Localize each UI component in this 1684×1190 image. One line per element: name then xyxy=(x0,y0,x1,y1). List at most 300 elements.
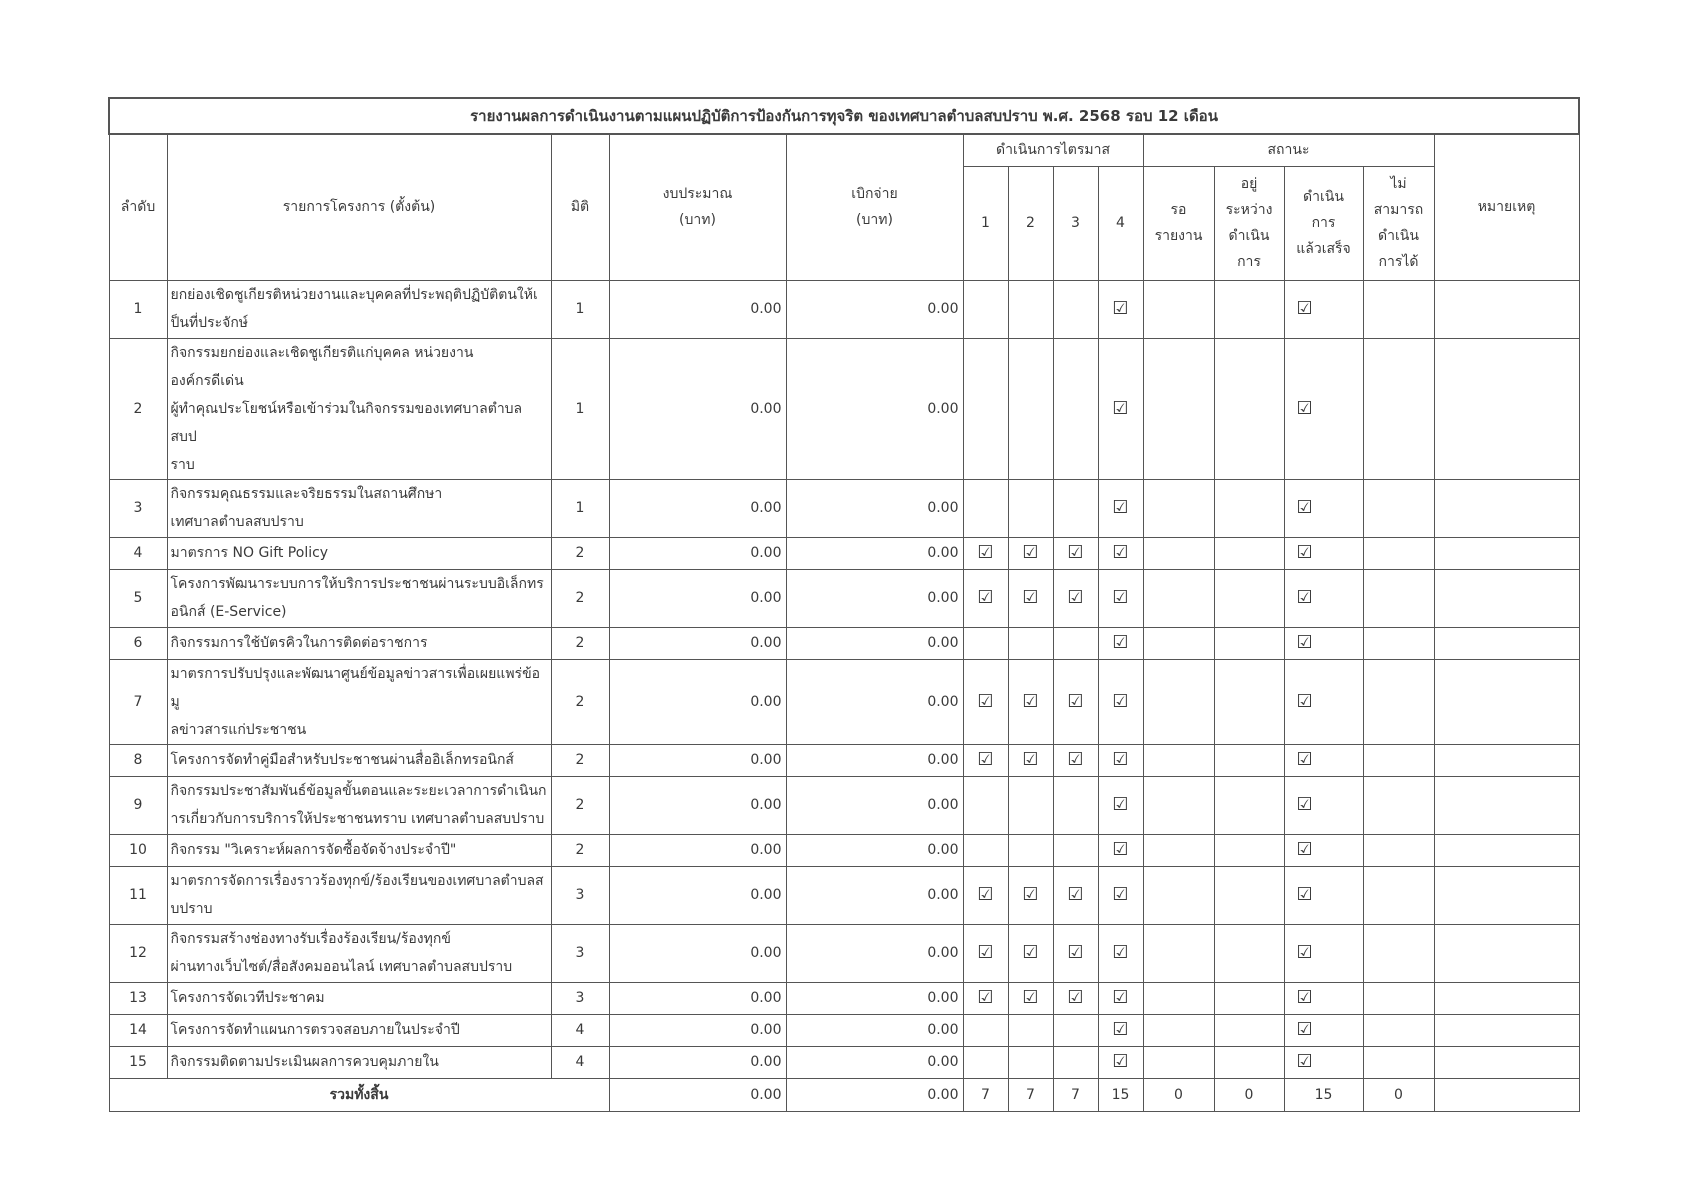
row-budget: 0.00 xyxy=(609,866,786,924)
row-spent: 0.00 xyxy=(786,537,963,569)
row-quarter-4 xyxy=(1098,338,1143,479)
row-project-name xyxy=(167,659,551,744)
row-project-name xyxy=(167,982,551,1014)
row-quarter-4 xyxy=(1098,569,1143,627)
row-project-name xyxy=(167,776,551,834)
total-quarter-1: 7 xyxy=(963,1078,1008,1111)
checked-box-icon: ☑ xyxy=(1067,884,1084,905)
row-quarter-2 xyxy=(1008,537,1053,569)
row-order: 13 xyxy=(109,982,167,1014)
header-status-group: สถานะ xyxy=(1143,134,1434,166)
total-remark xyxy=(1434,1078,1579,1111)
row-quarter-2 xyxy=(1008,569,1053,627)
checked-box-icon: ☑ xyxy=(977,542,994,563)
row-status-4 xyxy=(1363,744,1434,776)
row-quarter-3 xyxy=(1053,924,1098,982)
checked-box-icon: ☑ xyxy=(977,749,994,770)
row-remark xyxy=(1434,537,1579,569)
row-remark xyxy=(1434,280,1579,338)
row-spent: 0.00 xyxy=(786,744,963,776)
header-project: รายการโครงการ (ตั้งต้น) xyxy=(167,134,551,280)
row-project-line: มาตรการปรับปรุงและพัฒนาศูนย์ข้อมูลข่าวสารเพื่อเผยแพร่ข้อมู xyxy=(170,665,541,710)
checked-box-icon: ☑ xyxy=(1296,839,1313,860)
header-status-line: การ xyxy=(1311,215,1336,231)
checked-box-icon: ☑ xyxy=(977,987,994,1008)
row-status-2 xyxy=(1214,744,1284,776)
report-sheet xyxy=(108,97,1578,1112)
row-budget: 0.00 xyxy=(609,627,786,659)
row-status-4 xyxy=(1363,834,1434,866)
row-dimension: 2 xyxy=(551,834,609,866)
checked-box-icon: ☑ xyxy=(1112,690,1129,712)
checked-box-icon: ☑ xyxy=(1112,497,1129,518)
row-remark xyxy=(1434,866,1579,924)
header-spent-line1: เบิกจ่าย xyxy=(851,186,898,203)
row-dimension: 3 xyxy=(551,924,609,982)
row-status-3 xyxy=(1284,866,1363,924)
row-status-2 xyxy=(1214,982,1284,1014)
row-project-name xyxy=(167,537,551,569)
row-budget: 0.00 xyxy=(609,834,786,866)
table-row xyxy=(109,627,1579,659)
row-spent: 0.00 xyxy=(786,1046,963,1078)
row-quarter-4 xyxy=(1098,982,1143,1014)
header-dimension: มิติ xyxy=(551,134,609,280)
checked-box-icon: ☑ xyxy=(1022,987,1039,1008)
total-budget: 0.00 xyxy=(609,1078,786,1111)
checked-box-icon: ☑ xyxy=(1067,542,1084,563)
header-status-line: ดำเนิน xyxy=(1303,189,1344,205)
row-quarter-2 xyxy=(1008,866,1053,924)
header-status-4 xyxy=(1363,166,1434,280)
row-status-1 xyxy=(1143,659,1214,744)
header-quarter-group: ดำเนินการไตรมาส xyxy=(963,134,1143,166)
total-row xyxy=(109,1078,1579,1111)
total-status-2: 0 xyxy=(1214,1078,1284,1111)
row-quarter-1 xyxy=(963,1046,1008,1078)
row-quarter-4 xyxy=(1098,479,1143,537)
row-project-line: กิจกรรมประชาสัมพันธ์ข้อมูลขั้นตอนและระยะเวลาการดำเนินก xyxy=(170,783,547,799)
row-quarter-4 xyxy=(1098,866,1143,924)
row-status-1 xyxy=(1143,982,1214,1014)
header-status-line: รายงาน xyxy=(1154,228,1203,244)
row-status-1 xyxy=(1143,744,1214,776)
row-quarter-2 xyxy=(1008,834,1053,866)
row-budget: 0.00 xyxy=(609,924,786,982)
table-row xyxy=(109,338,1579,479)
row-dimension: 2 xyxy=(551,569,609,627)
table-row xyxy=(109,866,1579,924)
checked-box-icon: ☑ xyxy=(1022,884,1039,905)
row-order: 2 xyxy=(109,338,167,479)
checked-box-icon: ☑ xyxy=(1296,397,1313,419)
row-status-3 xyxy=(1284,537,1363,569)
checked-box-icon: ☑ xyxy=(1112,942,1129,963)
row-quarter-3 xyxy=(1053,659,1098,744)
row-dimension: 2 xyxy=(551,744,609,776)
row-project-name xyxy=(167,627,551,659)
header-spent-line2: (บาท) xyxy=(856,212,893,229)
row-project-line: มาตรการจัดการเรื่องราวร้องทุกข์/ร้องเรียนของเทศบาลตำบลส xyxy=(170,873,544,889)
row-quarter-2 xyxy=(1008,776,1053,834)
row-status-4 xyxy=(1363,924,1434,982)
row-status-2 xyxy=(1214,1046,1284,1078)
row-status-3 xyxy=(1284,1014,1363,1046)
row-quarter-4 xyxy=(1098,627,1143,659)
row-quarter-2 xyxy=(1008,744,1053,776)
header-status-line: สามารถ xyxy=(1373,202,1424,218)
row-dimension: 2 xyxy=(551,776,609,834)
header-order: ลำดับ xyxy=(109,134,167,280)
table-row xyxy=(109,569,1579,627)
row-budget: 0.00 xyxy=(609,982,786,1014)
row-project-line: โครงการจัดทำคู่มือสำหรับประชาชนผ่านสื่ออิเล็กทรอนิกส์ xyxy=(170,752,514,768)
row-status-4 xyxy=(1363,866,1434,924)
row-quarter-1 xyxy=(963,744,1008,776)
row-dimension: 4 xyxy=(551,1046,609,1078)
row-quarter-1 xyxy=(963,569,1008,627)
row-status-1 xyxy=(1143,338,1214,479)
row-status-3 xyxy=(1284,479,1363,537)
row-quarter-2 xyxy=(1008,924,1053,982)
row-order: 12 xyxy=(109,924,167,982)
row-quarter-4 xyxy=(1098,834,1143,866)
checked-box-icon: ☑ xyxy=(1067,587,1084,608)
checked-box-icon: ☑ xyxy=(1296,1019,1313,1040)
row-status-1 xyxy=(1143,866,1214,924)
row-spent: 0.00 xyxy=(786,659,963,744)
row-quarter-1 xyxy=(963,627,1008,659)
row-quarter-4 xyxy=(1098,1014,1143,1046)
table-row xyxy=(109,834,1579,866)
row-remark xyxy=(1434,1046,1579,1078)
row-quarter-1 xyxy=(963,834,1008,866)
checked-box-icon: ☑ xyxy=(1022,690,1039,712)
total-status-4: 0 xyxy=(1363,1078,1434,1111)
row-dimension: 1 xyxy=(551,479,609,537)
row-budget: 0.00 xyxy=(609,338,786,479)
row-quarter-3 xyxy=(1053,866,1098,924)
row-remark xyxy=(1434,659,1579,744)
row-project-line: บปราบ xyxy=(170,901,213,917)
row-quarter-2 xyxy=(1008,338,1053,479)
checked-box-icon: ☑ xyxy=(1067,690,1084,712)
checked-box-icon: ☑ xyxy=(1067,749,1084,770)
row-status-1 xyxy=(1143,1046,1214,1078)
table-row xyxy=(109,1046,1579,1078)
row-quarter-4 xyxy=(1098,659,1143,744)
header-status-2 xyxy=(1214,166,1284,280)
row-status-4 xyxy=(1363,338,1434,479)
row-order: 9 xyxy=(109,776,167,834)
row-dimension: 1 xyxy=(551,338,609,479)
table-row xyxy=(109,744,1579,776)
row-project-line: กิจกรรมคุณธรรมและจริยธรรมในสถานศึกษา xyxy=(170,486,443,502)
table-row xyxy=(109,924,1579,982)
checked-box-icon: ☑ xyxy=(1296,1051,1313,1072)
row-order: 4 xyxy=(109,537,167,569)
row-dimension: 4 xyxy=(551,1014,609,1046)
header-quarter-4: 4 xyxy=(1098,166,1143,280)
row-quarter-3 xyxy=(1053,776,1098,834)
header-quarter-3: 3 xyxy=(1053,166,1098,280)
row-status-2 xyxy=(1214,834,1284,866)
header-status-line: ดำเนิน xyxy=(1378,228,1419,244)
row-dimension: 3 xyxy=(551,866,609,924)
row-status-4 xyxy=(1363,659,1434,744)
row-status-3 xyxy=(1284,924,1363,982)
row-project-name xyxy=(167,1014,551,1046)
row-project-line: ป็นที่ประจักษ์ xyxy=(170,315,249,331)
row-quarter-3 xyxy=(1053,479,1098,537)
row-project-line: โครงการพัฒนาระบบการให้บริการประชาชนผ่านระบบอิเล็กทร xyxy=(170,576,544,592)
row-quarter-1 xyxy=(963,982,1008,1014)
row-remark xyxy=(1434,744,1579,776)
checked-box-icon: ☑ xyxy=(1296,497,1313,518)
row-budget: 0.00 xyxy=(609,1014,786,1046)
header-status-1 xyxy=(1143,166,1214,280)
row-status-4 xyxy=(1363,569,1434,627)
header-spent xyxy=(786,134,963,280)
row-project-name xyxy=(167,338,551,479)
checked-box-icon: ☑ xyxy=(1296,987,1313,1008)
row-spent: 0.00 xyxy=(786,834,963,866)
header-remark: หมายเหตุ xyxy=(1434,134,1579,280)
row-quarter-1 xyxy=(963,659,1008,744)
row-quarter-2 xyxy=(1008,659,1053,744)
row-status-3 xyxy=(1284,627,1363,659)
row-spent: 0.00 xyxy=(786,479,963,537)
total-label: รวมทั้งสิ้น xyxy=(109,1078,609,1111)
checked-box-icon: ☑ xyxy=(1112,1051,1129,1072)
row-dimension: 2 xyxy=(551,537,609,569)
table-row xyxy=(109,1014,1579,1046)
row-status-4 xyxy=(1363,280,1434,338)
row-status-3 xyxy=(1284,569,1363,627)
row-spent: 0.00 xyxy=(786,982,963,1014)
checked-box-icon: ☑ xyxy=(1296,942,1313,963)
header-status-line: รอ xyxy=(1170,202,1187,218)
row-spent: 0.00 xyxy=(786,924,963,982)
row-project-name xyxy=(167,1046,551,1078)
row-budget: 0.00 xyxy=(609,1046,786,1078)
row-status-4 xyxy=(1363,537,1434,569)
row-status-1 xyxy=(1143,776,1214,834)
row-remark xyxy=(1434,479,1579,537)
checked-box-icon: ☑ xyxy=(977,587,994,608)
checked-box-icon: ☑ xyxy=(1296,632,1313,653)
row-project-line: โครงการจัดทำแผนการตรวจสอบภายในประจำปี xyxy=(170,1022,460,1038)
row-status-1 xyxy=(1143,627,1214,659)
header-budget xyxy=(609,134,786,280)
row-dimension: 1 xyxy=(551,280,609,338)
row-project-name xyxy=(167,744,551,776)
row-spent: 0.00 xyxy=(786,776,963,834)
row-status-2 xyxy=(1214,537,1284,569)
row-project-name xyxy=(167,280,551,338)
row-project-line: ผ่านทางเว็บไซต์/สื่อสังคมออนไลน์ เทศบาลตำบลสบปราบ xyxy=(170,959,513,975)
row-budget: 0.00 xyxy=(609,744,786,776)
row-status-3 xyxy=(1284,280,1363,338)
checked-box-icon: ☑ xyxy=(1112,397,1129,419)
row-quarter-3 xyxy=(1053,537,1098,569)
row-quarter-2 xyxy=(1008,280,1053,338)
row-quarter-3 xyxy=(1053,627,1098,659)
row-project-line: ผู้ทำคุณประโยชน์หรือเข้าร่วมในกิจกรรมของเทศบาลตำบลสบป xyxy=(170,400,523,445)
row-remark xyxy=(1434,776,1579,834)
table-row xyxy=(109,776,1579,834)
row-quarter-4 xyxy=(1098,744,1143,776)
row-order: 1 xyxy=(109,280,167,338)
checked-box-icon: ☑ xyxy=(1112,587,1129,608)
row-quarter-2 xyxy=(1008,627,1053,659)
header-status-line: ดำเนิน xyxy=(1228,228,1270,244)
row-status-2 xyxy=(1214,280,1284,338)
checked-box-icon: ☑ xyxy=(1112,749,1129,770)
row-status-2 xyxy=(1214,924,1284,982)
row-status-3 xyxy=(1284,982,1363,1014)
row-remark xyxy=(1434,834,1579,866)
row-project-line: มาตรการ NO Gift Policy xyxy=(170,545,329,561)
row-quarter-3 xyxy=(1053,834,1098,866)
row-order: 7 xyxy=(109,659,167,744)
row-status-4 xyxy=(1363,479,1434,537)
row-quarter-3 xyxy=(1053,338,1098,479)
row-project-line: กิจกรรมยกย่องและเชิดชูเกียรติแก่บุคคล หน่วยงาน xyxy=(170,344,474,361)
row-project-line: กิจกรรมการใช้บัตรคิวในการติดต่อราชการ xyxy=(170,635,428,651)
header-quarter-1: 1 xyxy=(963,166,1008,280)
header-status-line: การได้ xyxy=(1378,254,1419,270)
checked-box-icon: ☑ xyxy=(1112,839,1129,860)
report-title: รายงานผลการดำเนินงานตามแผนปฏิบัติการป้องกันการทุจริต ของเทศบาลตำบลสบปราบ พ.ศ. 2568 รอบ 12 เดือน xyxy=(109,98,1579,134)
row-status-3 xyxy=(1284,659,1363,744)
header-status-line: แล้วเสร็จ xyxy=(1296,241,1351,257)
row-quarter-2 xyxy=(1008,479,1053,537)
table-row xyxy=(109,659,1579,744)
row-project-line: องค์กรดีเด่น xyxy=(170,372,244,389)
row-quarter-1 xyxy=(963,1014,1008,1046)
row-dimension: 3 xyxy=(551,982,609,1014)
row-quarter-1 xyxy=(963,537,1008,569)
row-quarter-3 xyxy=(1053,1014,1098,1046)
row-dimension: 2 xyxy=(551,627,609,659)
table-row xyxy=(109,479,1579,537)
checked-box-icon: ☑ xyxy=(1296,298,1313,319)
row-project-line: ลข่าวสารแก่ประชาชน xyxy=(170,721,307,738)
total-quarter-3: 7 xyxy=(1053,1078,1098,1111)
row-quarter-1 xyxy=(963,924,1008,982)
row-order: 14 xyxy=(109,1014,167,1046)
row-remark xyxy=(1434,627,1579,659)
row-status-4 xyxy=(1363,982,1434,1014)
row-status-3 xyxy=(1284,338,1363,479)
row-status-2 xyxy=(1214,627,1284,659)
row-status-2 xyxy=(1214,866,1284,924)
row-budget: 0.00 xyxy=(609,776,786,834)
checked-box-icon: ☑ xyxy=(977,942,994,963)
checked-box-icon: ☑ xyxy=(1112,884,1129,905)
row-status-3 xyxy=(1284,1046,1363,1078)
row-quarter-3 xyxy=(1053,744,1098,776)
row-status-3 xyxy=(1284,744,1363,776)
row-project-line: เทศบาลตำบลสบปราบ xyxy=(170,514,304,530)
row-status-4 xyxy=(1363,1014,1434,1046)
row-status-1 xyxy=(1143,834,1214,866)
row-spent: 0.00 xyxy=(786,280,963,338)
header-budget-line1: งบประมาณ xyxy=(662,186,733,203)
row-project-name xyxy=(167,866,551,924)
row-remark xyxy=(1434,569,1579,627)
row-quarter-3 xyxy=(1053,982,1098,1014)
row-status-4 xyxy=(1363,1046,1434,1078)
row-quarter-4 xyxy=(1098,537,1143,569)
row-status-1 xyxy=(1143,1014,1214,1046)
checked-box-icon: ☑ xyxy=(1112,542,1129,563)
row-order: 5 xyxy=(109,569,167,627)
row-budget: 0.00 xyxy=(609,569,786,627)
row-quarter-3 xyxy=(1053,280,1098,338)
header-budget-line2: (บาท) xyxy=(679,212,716,229)
row-status-1 xyxy=(1143,569,1214,627)
row-quarter-2 xyxy=(1008,982,1053,1014)
checked-box-icon: ☑ xyxy=(1296,587,1313,608)
row-order: 6 xyxy=(109,627,167,659)
checked-box-icon: ☑ xyxy=(1296,690,1313,712)
row-status-1 xyxy=(1143,924,1214,982)
header-quarter-2: 2 xyxy=(1008,166,1053,280)
row-project-line: อนิกส์ (E-Service) xyxy=(170,604,287,620)
row-quarter-1 xyxy=(963,338,1008,479)
table-row xyxy=(109,537,1579,569)
total-status-1: 0 xyxy=(1143,1078,1214,1111)
row-project-name xyxy=(167,924,551,982)
row-remark xyxy=(1434,338,1579,479)
row-quarter-4 xyxy=(1098,924,1143,982)
report-table xyxy=(108,97,1580,1112)
row-quarter-4 xyxy=(1098,1046,1143,1078)
row-spent: 0.00 xyxy=(786,627,963,659)
row-status-2 xyxy=(1214,569,1284,627)
row-quarter-4 xyxy=(1098,776,1143,834)
total-status-3: 15 xyxy=(1284,1078,1363,1111)
checked-box-icon: ☑ xyxy=(1022,749,1039,770)
row-remark xyxy=(1434,982,1579,1014)
header-status-line: ระหว่าง xyxy=(1225,202,1273,218)
table-row xyxy=(109,280,1579,338)
row-remark xyxy=(1434,924,1579,982)
row-spent: 0.00 xyxy=(786,338,963,479)
checked-box-icon: ☑ xyxy=(1296,794,1313,815)
row-order: 10 xyxy=(109,834,167,866)
row-project-line: กิจกรรม "วิเคราะห์ผลการจัดซื้อจัดจ้างประจำปี" xyxy=(170,842,457,858)
row-quarter-3 xyxy=(1053,1046,1098,1078)
row-status-1 xyxy=(1143,479,1214,537)
row-quarter-1 xyxy=(963,866,1008,924)
checked-box-icon: ☑ xyxy=(1112,794,1129,815)
checked-box-icon: ☑ xyxy=(1022,942,1039,963)
header-status-3 xyxy=(1284,166,1363,280)
row-project-name xyxy=(167,479,551,537)
total-quarter-2: 7 xyxy=(1008,1078,1053,1111)
checked-box-icon: ☑ xyxy=(1112,1019,1129,1040)
checked-box-icon: ☑ xyxy=(1022,587,1039,608)
row-budget: 0.00 xyxy=(609,537,786,569)
row-quarter-2 xyxy=(1008,1014,1053,1046)
header-status-line: ไม่ xyxy=(1390,176,1407,192)
checked-box-icon: ☑ xyxy=(1296,542,1313,563)
row-quarter-4 xyxy=(1098,280,1143,338)
checked-box-icon: ☑ xyxy=(1296,884,1313,905)
